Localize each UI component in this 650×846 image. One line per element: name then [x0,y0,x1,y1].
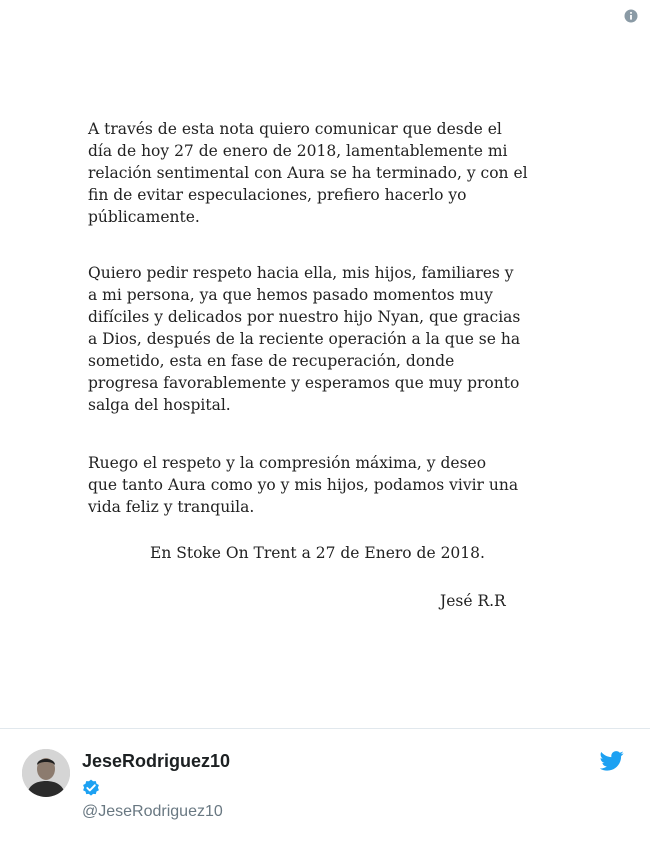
letter-line: que tanto Aura como yo y mis hijos, podamos vivir una [88,476,519,494]
avatar[interactable] [22,749,70,797]
letter-line: difíciles y delicados por nuestro hijo Nyan, que gracias [88,308,521,326]
letter-paragraph-2 [88,262,578,416]
letter-line: salga del hospital. [88,396,231,414]
letter-line: públicamente. [88,208,200,226]
letter-signature: Jesé R.R [440,592,506,610]
letter-line: progresa favorablemente y esperamos que muy pronto [88,374,520,392]
letter-line: a Dios, después de la reciente operación a la que se ha [88,330,521,348]
letter-line: fin de evitar especulaciones, prefiero hacerlo yo [88,186,467,204]
letter-line: vida feliz y tranquila. [88,498,255,516]
letter-line: Quiero pedir respeto hacia ella, mis hijos, familiares y [88,264,514,282]
letter-paragraph-1 [88,118,578,228]
letter-line: sometido, esta en fase de recuperación, donde [88,352,455,370]
letter-place-date: En Stoke On Trent a 27 de Enero de 2018. [150,544,485,562]
letter-line: a mi persona, ya que hemos pasado momentos muy [88,286,493,304]
verified-badge-icon [82,779,100,797]
user-avatar-icon [22,749,70,797]
twitter-bird-icon[interactable] [600,751,624,771]
letter-line: Ruego el respeto y la compresión máxima, y deseo [88,454,487,472]
author-display-name[interactable]: JeseRodriguez10 [82,751,231,771]
letter-line: día de hoy 27 de enero de 2018, lamentablemente mi [88,142,508,160]
tweet-author [0,729,650,846]
author-handle[interactable]: @JeseRodriguez10 [82,803,223,820]
letter-line: relación sentimental con Aura se ha terminado, y con el [88,164,528,182]
letter-paragraph-3 [88,452,578,518]
letter-line: A través de esta nota quiero comunicar que desde el [88,120,502,138]
